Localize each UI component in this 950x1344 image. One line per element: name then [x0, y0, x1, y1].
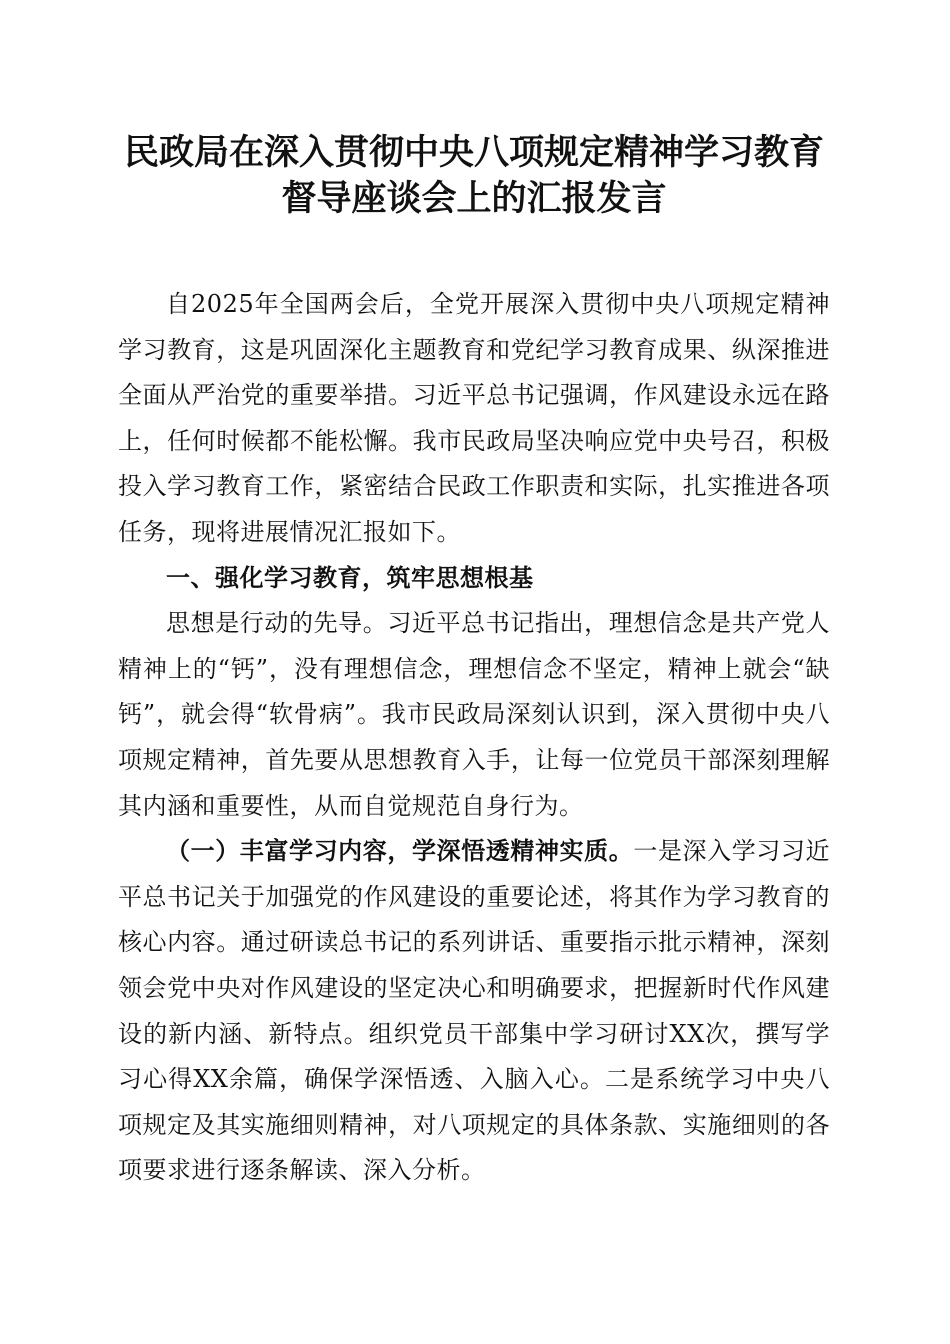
section-1-heading: 一、强化学习教育，筑牢思想根基: [166, 563, 534, 592]
intro-paragraph: 自2025年全国两会后，全党开展深入贯彻中央八项规定精神学习教育，这是巩固深化主题教育和党纪学习教育成果、纵深推进全面从严治党的重要举措。习近平总书记强调，作风建设永远在路上，任何时候都不能松懈。我市民政局坚决响应党中央号召，积极投入学习教育工作，紧密结合民政工作职责和实际，扎实推进各项任务，现将进展情况汇报如下。: [118, 290, 830, 546]
subsection-1-paragraph: [118, 829, 830, 1194]
document-body: [118, 282, 830, 1194]
title-line-1: 民政局在深入贯彻中央八项规定精神学习教育: [123, 132, 824, 173]
title-line-2: 督导座谈会上的汇报发言: [281, 178, 667, 219]
subsection-1-body: 一是深入学习习近平总书记关于加强党的作风建设的重要论述，将其作为学习教育的核心内容。通过研读总书记的系列讲话、重要指示批示精神，深刻领会党中央对作风建设的坚定决心和明确要求，把握新时代作风建设的新内涵、新特点。组织党员干部集中学习研讨XX次，撰写学习心得XX余篇，确保学深悟透、入脑入心。二是系统学习中央八项规定及其实施细则精神，对八项规定的具体条款、实施细则的各项要求进行逐条解读、深入分析。: [118, 837, 831, 1185]
subsection-1-lead: （一）丰富学习内容，学深悟透精神实质。: [166, 837, 634, 866]
document-title: [118, 130, 830, 222]
section-1-paragraph: 思想是行动的先导。习近平总书记指出，理想信念是共产党人精神上的“钙”，没有理想信念，理想信念不坚定，精神上就会“缺钙”，就会得“软骨病”。我市民政局深刻认识到，深入贯彻中央八项规定精神，首先要从思想教育入手，让每一位党员干部深刻理解其内涵和重要性，从而自觉规范自身行为。: [118, 609, 830, 820]
